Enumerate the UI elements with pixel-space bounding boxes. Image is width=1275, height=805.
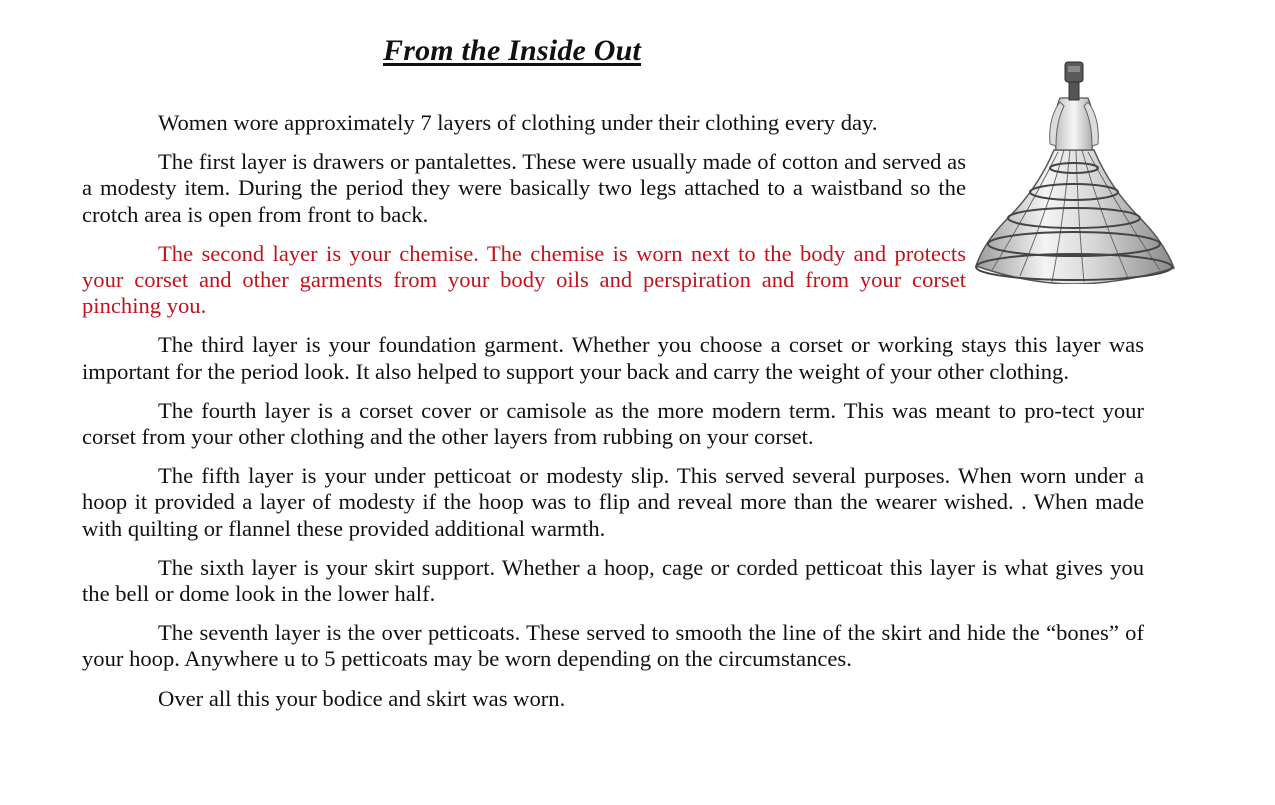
paragraph-seventh-layer: The seventh layer is the over petticoats. These served to smooth the line of the skirt and hide the “bones” of your hoop. Anywhere u to 5 petticoats may be worn depending on the circumstances. (82, 620, 1144, 672)
paragraph-intro: Women wore approximately 7 layers of clothing under their clothing every day. (158, 110, 878, 135)
paragraph-third-layer: The third layer is your foundation garment. Whether you choose a corset or working stays this layer was important for the period look. It also helped to support your back and carry the weight of your other clothing. (82, 332, 1144, 384)
paragraph-second-layer: The second layer is your chemise. The chemise is worn next to the body and protects your corset and other garments from your body oils and perspiration and from your corset pinching you. (82, 240, 966, 319)
page-title: From the Inside Out (383, 34, 642, 67)
paragraph-sixth-layer: The sixth layer is your skirt support. Whether a hoop, cage or corded petticoat this layer is what gives you the bell or dome look in the lower half. (82, 554, 1144, 607)
paragraph-fifth-layer: The fifth layer is your under petticoat or modesty slip. This served several purposes. When worn under a hoop it provided a layer of modesty if the hoop was to flip and reveal more than the wearer wished. . When made with quilting or flannel these provided additional warmth. (82, 463, 1144, 541)
paragraph-first-layer: The first layer is drawers or pantalettes. These were usually made of cotton and served as a modesty item. During the period they were basically two legs attached to a waistband so the crotch area is open from front to back. (82, 149, 966, 227)
body-text (82, 110, 1144, 712)
paragraph-fourth-layer: The fourth layer is a corset cover or camisole as the more modern term. This was meant to pro-tect your corset from your other clothing and the other layers from rubbing on your corset. (82, 397, 1144, 450)
paragraph-conclusion: Over all this your bodice and skirt was worn. (158, 685, 566, 711)
